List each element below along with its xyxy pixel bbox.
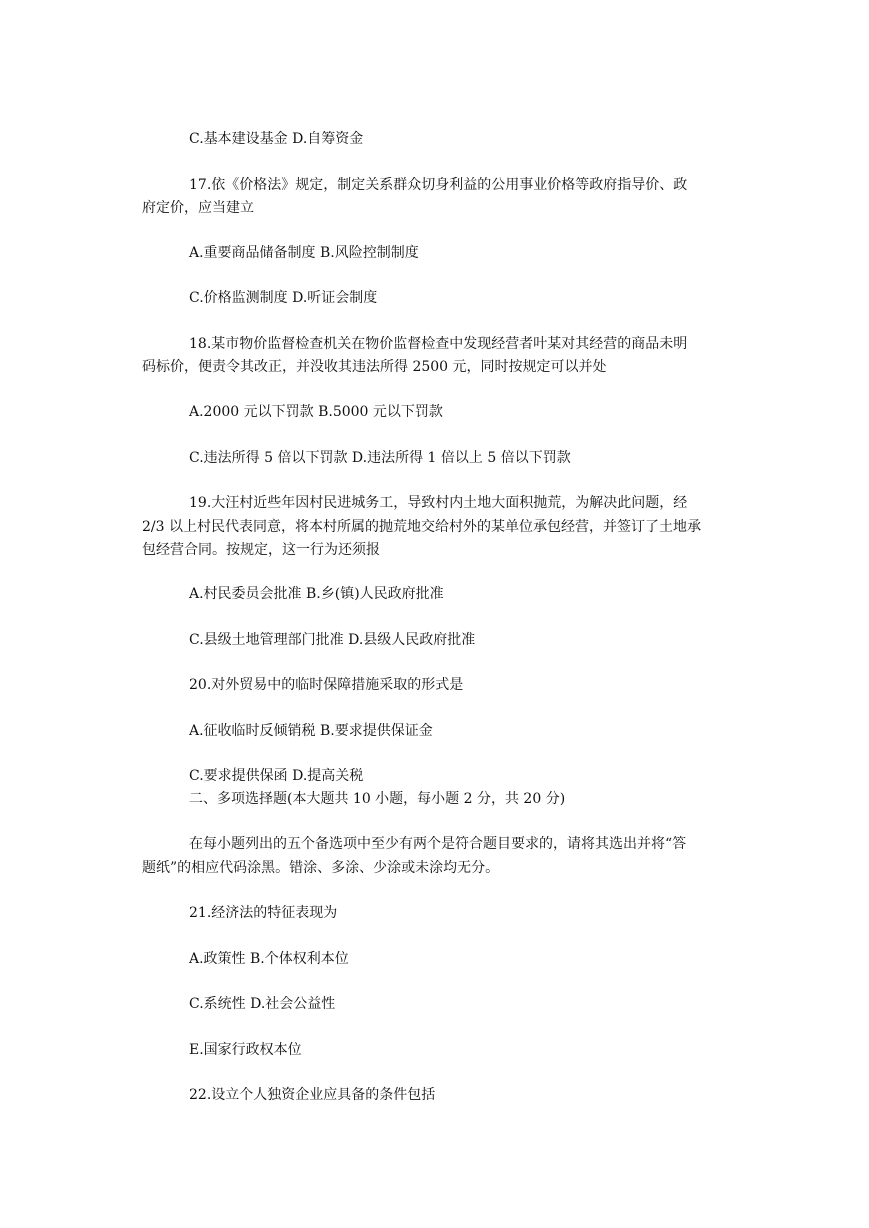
question-17-line-1: 17.依《价格法》规定，制定关系群众切身利益的公用事业价格等政府指导价、政 — [189, 177, 688, 193]
question-22-line: 22.设立个人独资企业应具备的条件包括 — [189, 1087, 436, 1103]
option-line: C.违法所得 5 倍以下罚款 D.违法所得 1 倍以上 5 倍以下罚款 — [189, 450, 571, 466]
option-line: C.要求提供保函 D.提高关税 — [189, 768, 364, 784]
section-heading: 二、多项选择题(本大题共 10 小题，每小题 2 分，共 20 分) — [189, 791, 566, 807]
question-19-line-3: 包经营合同。按规定，这一行为还须报 — [142, 542, 380, 558]
question-18-line-2: 码标价，便责令其改正，并没收其违法所得 2500 元，同时按规定可以并处 — [142, 359, 607, 375]
option-line: A.征收临时反倾销税 B.要求提供保证金 — [189, 723, 433, 739]
option-line: A.政策性 B.个体权利本位 — [189, 951, 349, 967]
question-20-line: 20.对外贸易中的临时保障措施采取的形式是 — [189, 677, 464, 693]
instructions-line-1: 在每小题列出的五个备选项中至少有两个是符合题目要求的，请将其选出并将“答 — [189, 836, 687, 852]
option-line: C.系统性 D.社会公益性 — [189, 996, 336, 1012]
instructions-line-2: 题纸”的相应代码涂黑。错涂、多涂、少涂或未涂均无分。 — [142, 860, 500, 876]
option-line: C.价格监测制度 D.听证会制度 — [189, 290, 378, 306]
question-17-line-2: 府定价，应当建立 — [142, 200, 254, 216]
option-line: E.国家行政权本位 — [189, 1042, 302, 1058]
question-18-line-1: 18.某市物价监督检查机关在物价监督检查中发现经营者叶某对其经营的商品未明 — [189, 336, 688, 352]
option-line: C.县级土地管理部门批准 D.县级人民政府批准 — [189, 632, 476, 648]
option-line: A.村民委员会批准 B.乡(镇)人民政府批准 — [189, 586, 444, 602]
option-line: C.基本建设基金 D.自筹资金 — [189, 131, 364, 147]
option-line: A.重要商品储备制度 B.风险控制制度 — [189, 245, 419, 261]
question-19-line-2: 2/3 以上村民代表同意，将本村所属的抛荒地交给村外的某单位承包经营，并签订了土地承 — [142, 519, 701, 535]
question-19-line-1: 19.大汪村近些年因村民进城务工，导致村内土地大面积抛荒，为解决此问题，经 — [189, 495, 688, 511]
option-line: A.2000 元以下罚款 B.5000 元以下罚款 — [189, 404, 443, 420]
question-21-line: 21.经济法的特征表现为 — [189, 905, 338, 921]
